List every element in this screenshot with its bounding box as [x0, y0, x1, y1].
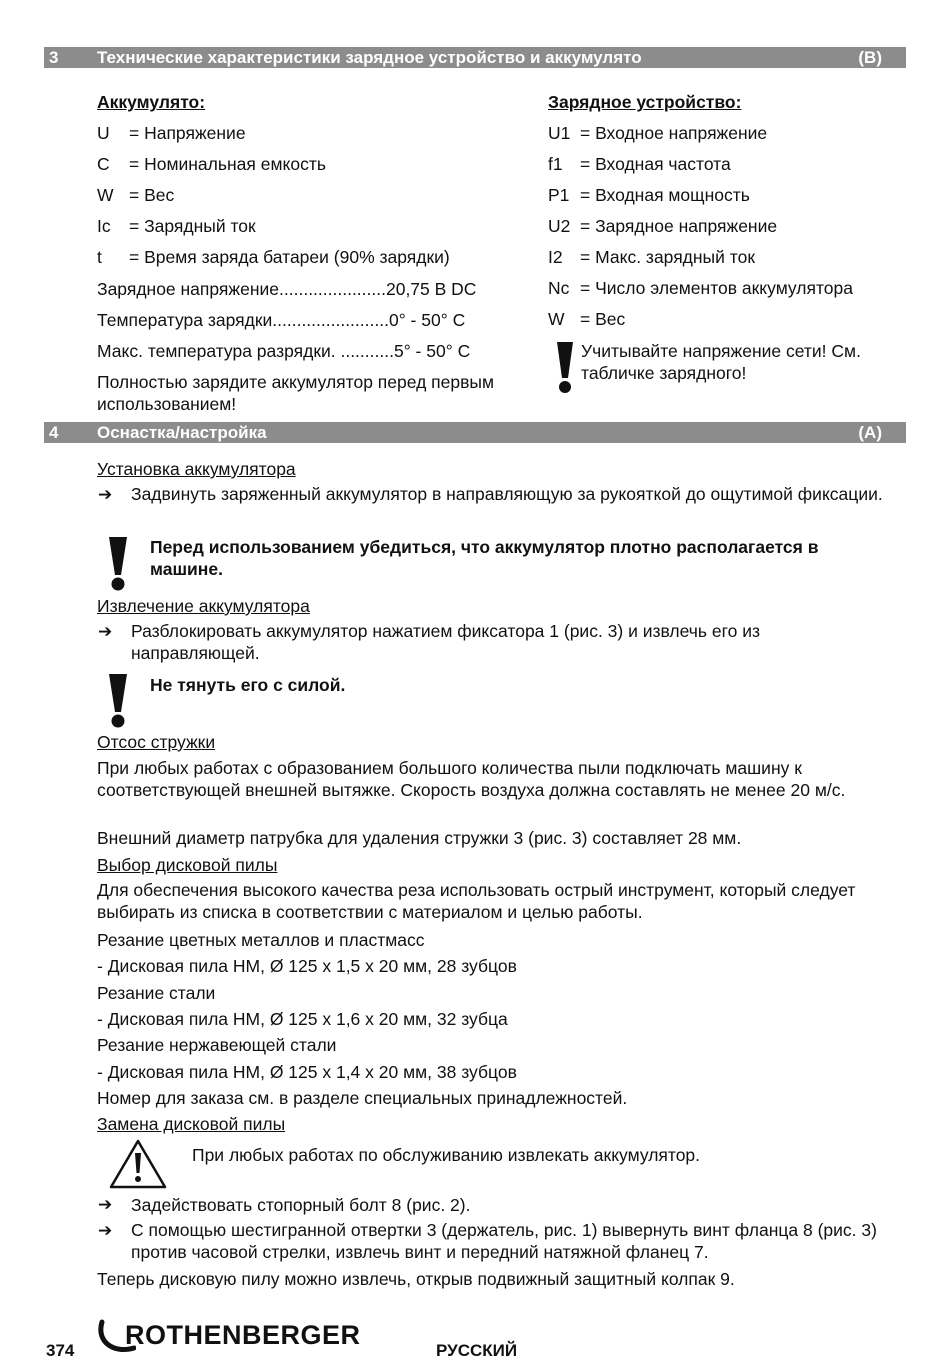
spec-row: [97, 309, 465, 331]
replace-final: Теперь дисковую пилу можно извлечь, открыв подвижный защитный колпак 9.: [97, 1269, 735, 1289]
chips-diameter: Внешний диаметр патрубка для удаления стружки 3 (рис. 3) составляет 28 мм.: [97, 828, 742, 848]
legend-symbol: C: [97, 154, 110, 174]
section-code: (A): [858, 423, 882, 442]
legend-symbol: I2: [548, 247, 563, 267]
blade-heading: Выбор дисковой пилы: [97, 855, 278, 875]
replace-step-1: Задействовать стопорный болт 8 (рис. 2).: [131, 1195, 471, 1215]
exclamation-icon: [106, 672, 130, 728]
legend-symbol: U: [97, 123, 110, 143]
legend-row: [548, 308, 908, 330]
legend-description: = Входная мощность: [580, 185, 750, 205]
legend-symbol: Nc: [548, 278, 570, 298]
blade-line: - Дисковая пила HM, Ø 125 x 1,4 x 20 мм, 38 зубцов: [97, 1061, 517, 1082]
legend-description: = Число элементов аккумулятора: [580, 278, 853, 298]
spec-label: Температура зарядки: [97, 310, 273, 330]
spec-row: [97, 278, 476, 300]
legend-row: [97, 246, 527, 268]
legend-row: [548, 153, 908, 175]
legend-description: = Номинальная емкость: [129, 154, 326, 174]
legend-symbol: U2: [548, 216, 571, 236]
remove-step: Разблокировать аккумулятор нажатием фиксатора 1 (рис. 3) и извлечь его из направляющей.: [131, 621, 761, 663]
remove-warning: Не тянуть его с силой.: [150, 675, 346, 695]
legend-description: = Напряжение: [129, 123, 246, 143]
blade-line: Резание цветных металлов и пластмасс: [97, 930, 425, 950]
blade-line: Номер для заказа см. в разделе специальных принадлежностей.: [97, 1087, 628, 1108]
spec-dots: ...........: [335, 341, 394, 361]
legend-symbol: U1: [548, 123, 571, 143]
spec-dots: ........................: [272, 310, 389, 330]
legend-row: [548, 184, 908, 206]
spec-value: 5° - 50° C: [393, 341, 471, 361]
right-arrow-icon: ➔: [98, 1221, 113, 1240]
spec-label: Зарядное напряжение: [97, 279, 280, 299]
spec-dots: ......................: [279, 279, 386, 299]
section-number: 3: [49, 48, 59, 67]
blade-line: - Дисковая пила HM, Ø 125 x 1,6 x 20 мм, 32 зубца: [97, 1008, 508, 1029]
legend-symbol: t: [97, 247, 102, 267]
language-label: РУССКИЙ: [436, 1341, 518, 1360]
legend-row: [548, 215, 908, 237]
blade-text: Для обеспечения высокого качества реза использовать острый инструмент, который следует выбирать из списка в соответствии с материалом и целью работы.: [97, 880, 856, 922]
legend-symbol: Ic: [97, 216, 111, 236]
legend-row: [548, 122, 908, 144]
legend-row: [97, 184, 527, 206]
blade-line: Резание стали: [97, 982, 216, 1003]
legend-description: = Зарядный ток: [129, 216, 256, 236]
legend-row: [548, 277, 908, 299]
legend-row: [97, 122, 527, 144]
blade-line: Резание нержавеющей стали: [97, 1035, 337, 1056]
legend-symbol: W: [548, 309, 565, 329]
exclamation-icon: [554, 340, 576, 394]
section-3-header: [44, 47, 906, 68]
exclamation-icon: [106, 535, 130, 591]
replace-heading: Замена дисковой пилы: [97, 1114, 286, 1134]
legend-description: = Макс. зарядный ток: [580, 247, 755, 267]
legend-description: = Входное напряжение: [580, 123, 768, 143]
battery-note: Полностью зарядите аккумулятор перед первым использованием!: [97, 372, 495, 414]
spec-value: 20,75 В DC: [385, 279, 477, 299]
legend-description: = Входная частота: [580, 154, 731, 174]
page-number: 374: [46, 1341, 75, 1360]
right-arrow-icon: ➔: [98, 622, 113, 641]
blade-line: - Дисковая пила HM, Ø 125 x 1,5 x 20 мм, 28 зубцов: [97, 956, 517, 977]
battery-heading: Аккумулято:: [97, 92, 206, 112]
legend-description: = Зарядное напряжение: [580, 216, 778, 236]
brand-logo: ROTHENBERGER: [125, 1320, 361, 1350]
right-arrow-icon: ➔: [98, 485, 113, 504]
spec-value: 0° - 50° C: [388, 310, 466, 330]
legend-symbol: f1: [548, 154, 563, 174]
install-step: Задвинуть заряженный аккумулятор в направляющую за рукояткой до ощутимой фиксации.: [131, 484, 883, 504]
legend-row: [97, 153, 527, 175]
legend-description: = Вес: [580, 309, 626, 329]
warning-triangle-icon: [108, 1138, 168, 1190]
section-code: (B): [858, 48, 882, 67]
legend-symbol: W: [97, 185, 114, 205]
legend-row: [97, 215, 527, 237]
install-heading: Установка аккумулятора: [97, 459, 296, 479]
chips-text: При любых работах с образованием большого количества пыли подключать машину к соответствующей внешней вытяжке. Скорость воздуха должна составлять не менее 20 м/с.: [97, 758, 846, 800]
right-arrow-icon: ➔: [98, 1195, 113, 1214]
spec-row: [97, 340, 470, 362]
legend-row: [548, 246, 908, 268]
spec-label: Макс. температура разрядки.: [97, 341, 336, 361]
charger-warning: Учитывайте напряжение сети! См. табличке зарядного!: [581, 341, 861, 383]
section-title: Технические характеристики зарядное устройство и аккумулято: [97, 48, 642, 67]
section-title: Оснастка/настройка: [97, 423, 267, 442]
replace-warning: При любых работах по обслуживанию извлекать аккумулятор.: [192, 1145, 701, 1165]
chips-heading: Отсос стружки: [97, 732, 216, 752]
remove-heading: Извлечение аккумулятора: [97, 596, 310, 616]
install-warning: Перед использованием убедиться, что аккумулятор плотно располагается в машине.: [150, 537, 819, 579]
legend-description: = Время заряда батареи (90% зарядки): [129, 247, 450, 267]
replace-step-2: С помощью шестигранной отвертки 3 (держатель, рис. 1) вывернуть винт фланца 8 (рис. 3) против часовой стрелки, извлечь винт и передний натяжной фланец 7.: [131, 1220, 877, 1262]
legend-symbol: P1: [548, 185, 570, 205]
section-4-header: [44, 422, 906, 443]
legend-description: = Вес: [129, 185, 175, 205]
charger-heading: Зарядное устройство:: [548, 92, 742, 112]
section-number: 4: [49, 423, 59, 442]
